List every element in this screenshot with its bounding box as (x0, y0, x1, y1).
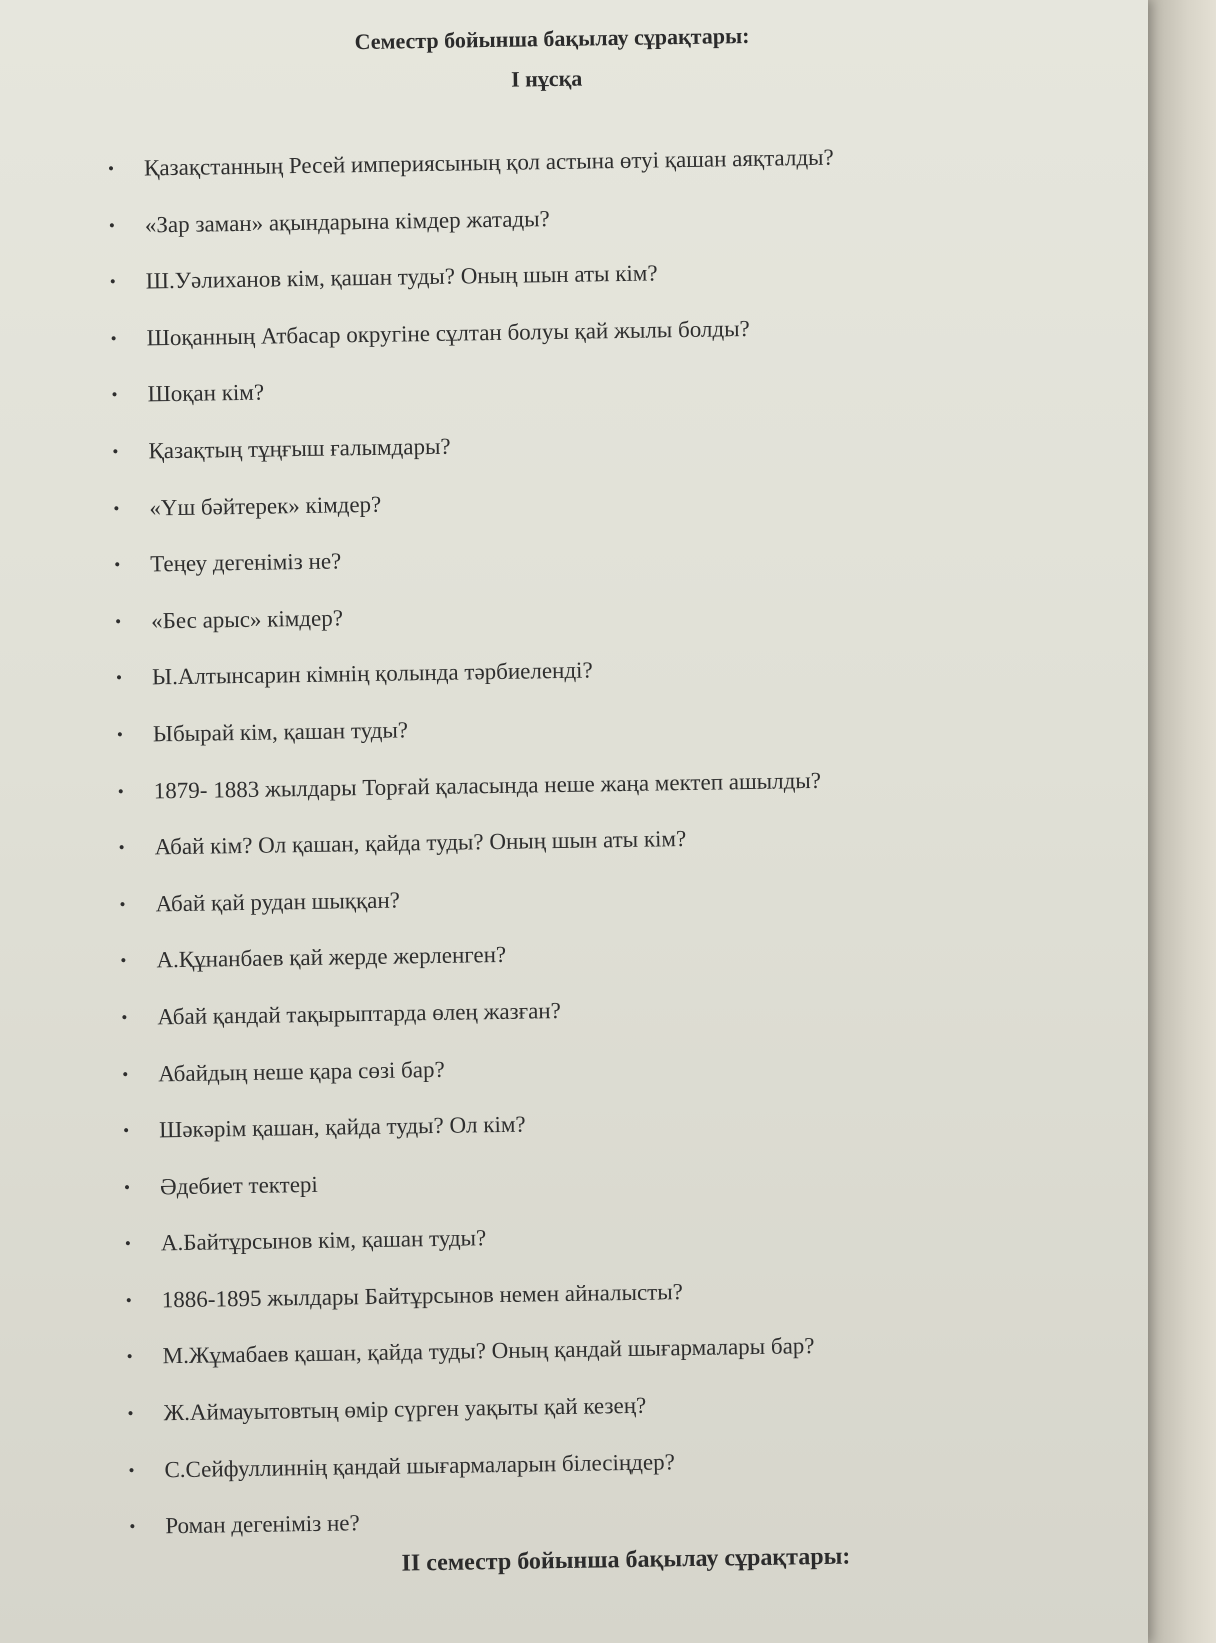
bullet-icon: • (119, 894, 126, 914)
bullet-icon: • (110, 328, 117, 348)
bullet-icon: • (123, 1177, 131, 1197)
question-item (125, 1273, 684, 1330)
question-text: Роман дегеніміз не? (165, 1510, 360, 1539)
question-item (121, 990, 562, 1047)
question-text: 1886-1895 жылдары Байтұрсынов немен айналысты? (161, 1279, 684, 1313)
bullet-icon: • (109, 272, 116, 292)
question-item (110, 311, 750, 368)
question-text: Шоқанның Атбасар округіне сұлтан болуы қай жылы болды? (146, 315, 750, 351)
question-item (122, 1103, 526, 1160)
bullet-icon: • (114, 611, 122, 631)
question-item (128, 1443, 675, 1500)
question-text: Ж.Аймауытовтың өмір сүрген уақыты қай кезең? (163, 1392, 647, 1426)
variant-label: І нұсқа (510, 65, 583, 92)
question-item (108, 198, 550, 255)
bullet-icon: • (120, 951, 127, 971)
background-edge (1146, 0, 1216, 1643)
question-item (122, 1046, 445, 1103)
question-item (129, 1499, 360, 1556)
bullet-icon: • (128, 1460, 135, 1480)
question-text: Теңеу дегеніміз не? (150, 548, 342, 577)
question-item (114, 537, 342, 594)
bullet-icon: • (116, 724, 124, 744)
question-item (127, 1386, 647, 1443)
question-item (119, 877, 401, 934)
bullet-icon: • (115, 668, 123, 688)
question-text: Абайдың неше қара сөзі бар? (158, 1056, 445, 1086)
bullet-icon: • (117, 781, 124, 801)
question-text: «Бес арыс» кімдер? (150, 605, 344, 634)
section-title-2: ІІ семестр бойынша бақылау сұрақтары: (401, 1543, 851, 1577)
question-item (118, 820, 687, 877)
question-text: С.Сейфуллиннің қандай шығармаларын білесіңдер? (164, 1448, 675, 1482)
bullet-icon: • (125, 1290, 132, 1310)
bullet-icon: • (129, 1517, 136, 1537)
bullet-icon: • (107, 158, 115, 179)
question-text: Қазақтың тұңғыш ғалымдары? (148, 433, 451, 464)
page-title: Семестр бойынша бақылау сұрақтары: (354, 22, 750, 55)
bullet-icon: • (126, 1347, 133, 1367)
question-text: А.Құнанбаев қай жерде жерленген? (156, 942, 507, 973)
question-text: Абай қай рудан шыққан? (155, 887, 401, 917)
question-list (107, 141, 834, 1556)
question-text: Абай қандай тақырыптарда өлең жазған? (157, 997, 562, 1030)
bullet-icon: • (127, 1403, 134, 1423)
question-item (115, 650, 593, 707)
question-text: Шәкәрім қашан, қайда туды? Ол кім? (158, 1111, 526, 1143)
question-text: 1879- 1883 жылдары Торғай қаласында неше жаңа мектеп ашылды? (153, 767, 822, 803)
bullet-icon: • (122, 1120, 130, 1140)
question-item (117, 763, 822, 820)
question-item (113, 481, 382, 538)
question-item (126, 1329, 815, 1386)
question-text: Әдебиет тектері (159, 1171, 319, 1200)
question-text: «Үш бәйтерек» кімдер? (149, 491, 382, 520)
bullet-icon: • (108, 215, 116, 235)
bullet-icon: • (111, 385, 118, 405)
bullet-icon: • (124, 1234, 132, 1254)
question-item (124, 1216, 487, 1273)
question-text: Ы.Алтынсарин кімнің қолында тәрбиеленді? (151, 657, 593, 690)
bullet-icon: • (114, 555, 121, 575)
question-text: «Зар заман» ақындарына кімдер жатады? (144, 205, 550, 238)
question-item (112, 424, 451, 481)
bullet-icon: • (122, 1064, 129, 1084)
question-item (111, 367, 265, 424)
question-item (109, 254, 658, 311)
question-text: Ш.Уәлиханов кім, қашан туды? Оның шын аты кім? (145, 260, 658, 294)
question-item (123, 1160, 319, 1217)
question-item (107, 141, 834, 198)
question-item (116, 707, 409, 764)
bullet-icon: • (112, 441, 119, 461)
question-text: А.Байтұрсынов кім, қашан туды? (160, 1225, 487, 1256)
bullet-icon: • (121, 1007, 128, 1027)
question-text: Ыбырай кім, қашан туды? (152, 717, 409, 747)
bullet-icon: • (118, 837, 125, 858)
question-text: Абай кім? Ол қашан, қайда туды? Оның шын аты кім? (154, 826, 687, 860)
question-item (120, 933, 507, 990)
bullet-icon: • (113, 498, 120, 518)
question-text: Шоқан кім? (147, 379, 265, 407)
question-text: Қазақстанның Ресей империясының қол астына өтуі қашан аяқталды? (143, 144, 834, 181)
question-item (114, 594, 344, 651)
question-text: М.Жұмабаев қашан, қайда туды? Оның қандай шығармалары бар? (162, 1333, 815, 1369)
